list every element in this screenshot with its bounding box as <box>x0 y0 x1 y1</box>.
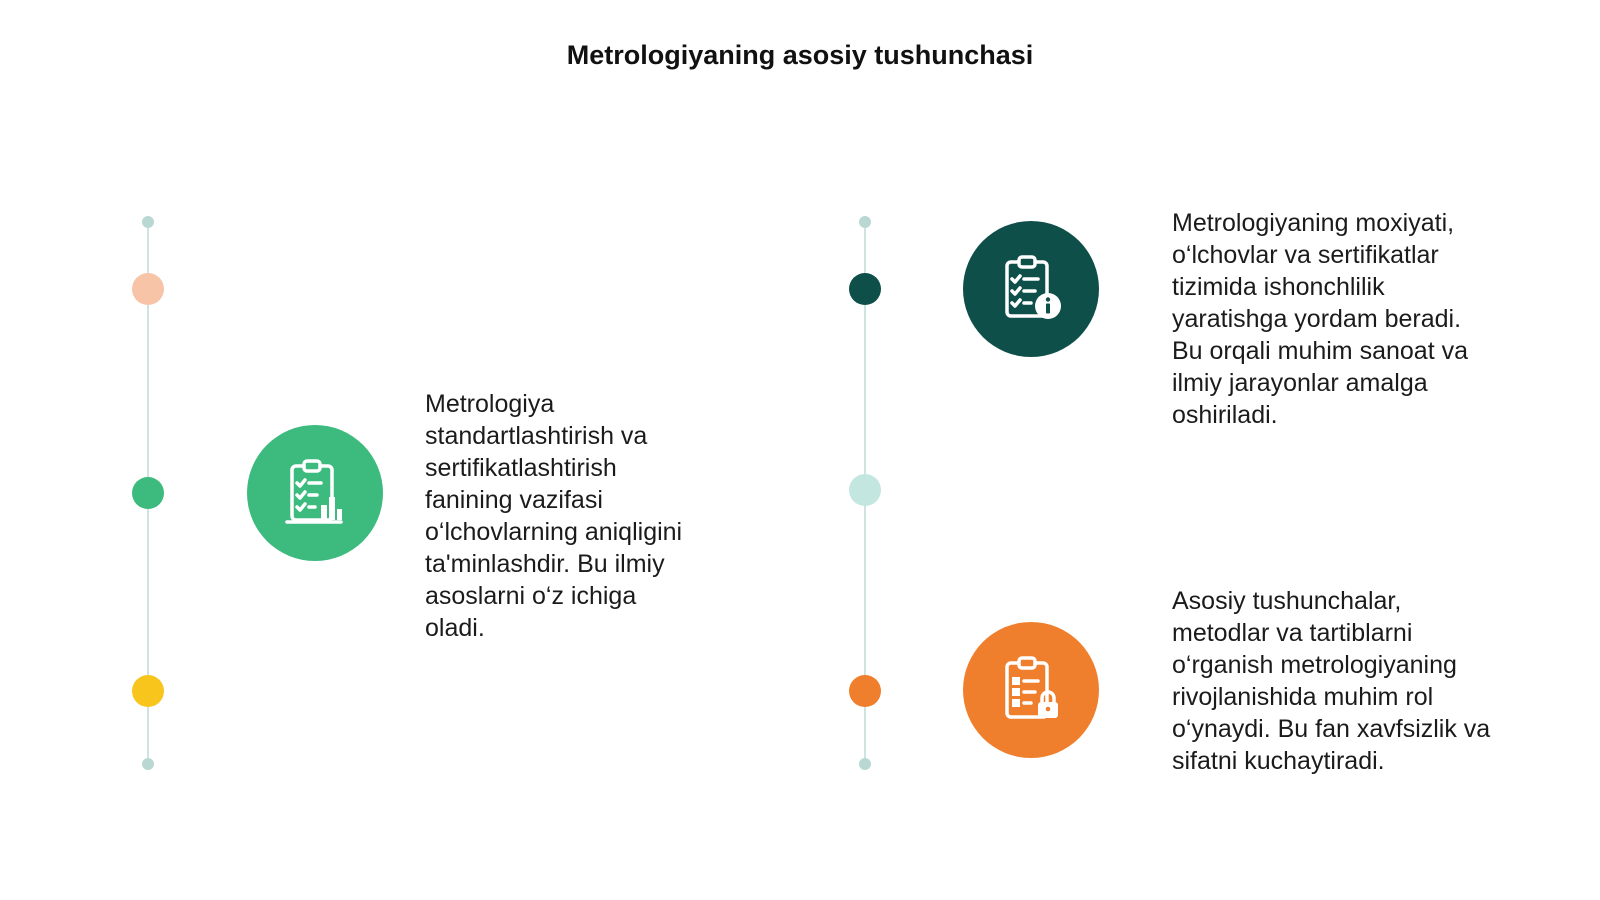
left-timeline-start-dot <box>142 216 154 228</box>
desc-line: yaratishga yordam beradi. <box>1172 305 1462 333</box>
desc-line: o‘lchovlar va sertifikatlar <box>1172 241 1439 269</box>
desc-line: sertifikatlashtirish <box>425 454 617 482</box>
desc-line: o‘rganish metrologiyaning <box>1172 651 1457 679</box>
desc-line: ta'minlashdir. Bu ilmiy <box>425 550 665 578</box>
left-timeline-node-green <box>132 477 164 509</box>
desc-line: oladi. <box>425 614 485 642</box>
item-1-description <box>425 388 682 644</box>
left-timeline-node-peach <box>132 273 164 305</box>
desc-line: oshiriladi. <box>1172 401 1278 429</box>
left-timeline-end-dot <box>142 758 154 770</box>
desc-line: Metrologiya <box>425 390 555 418</box>
clipboard-chart-icon <box>247 425 383 561</box>
desc-line: asoslarni o‘z ichiga <box>425 582 637 610</box>
desc-line: ilmiy jarayonlar amalga <box>1172 369 1428 397</box>
left-timeline-node-yellow <box>132 675 164 707</box>
right-timeline-node-dark-teal <box>849 273 881 305</box>
right-timeline-start-dot <box>859 216 871 228</box>
desc-line: o‘lchovlarning aniqligini <box>425 518 683 546</box>
desc-line: rivojlanishida muhim rol <box>1172 683 1434 711</box>
desc-line: metodlar va tartiblarni <box>1172 619 1413 647</box>
page-title: Metrologiyaning asosiy tushunchasi <box>566 40 1034 70</box>
desc-line: o‘ynaydi. Bu fan xavfsizlik va <box>1172 715 1491 743</box>
item-2-description <box>1172 207 1468 431</box>
clipboard-info-glyph <box>991 249 1071 329</box>
desc-line: Asosiy tushunchalar, <box>1172 587 1402 615</box>
desc-line: fanining vazifasi <box>425 486 603 514</box>
right-timeline-end-dot <box>859 758 871 770</box>
desc-line: Bu orqali muhim sanoat va <box>1172 337 1468 365</box>
clipboard-chart-glyph <box>275 453 355 533</box>
right-timeline-node-light-teal <box>849 474 881 506</box>
desc-line: tizimida ishonchlilik <box>1172 273 1385 301</box>
right-timeline-node-orange <box>849 675 881 707</box>
desc-line: standartlashtirish va <box>425 422 648 450</box>
clipboard-info-icon <box>963 221 1099 357</box>
desc-line: Metrologiyaning moxiyati, <box>1172 209 1455 237</box>
item-3-description <box>1172 585 1490 777</box>
desc-line: sifatni kuchaytiradi. <box>1172 747 1385 775</box>
clipboard-lock-glyph <box>991 650 1071 730</box>
clipboard-lock-icon <box>963 622 1099 758</box>
